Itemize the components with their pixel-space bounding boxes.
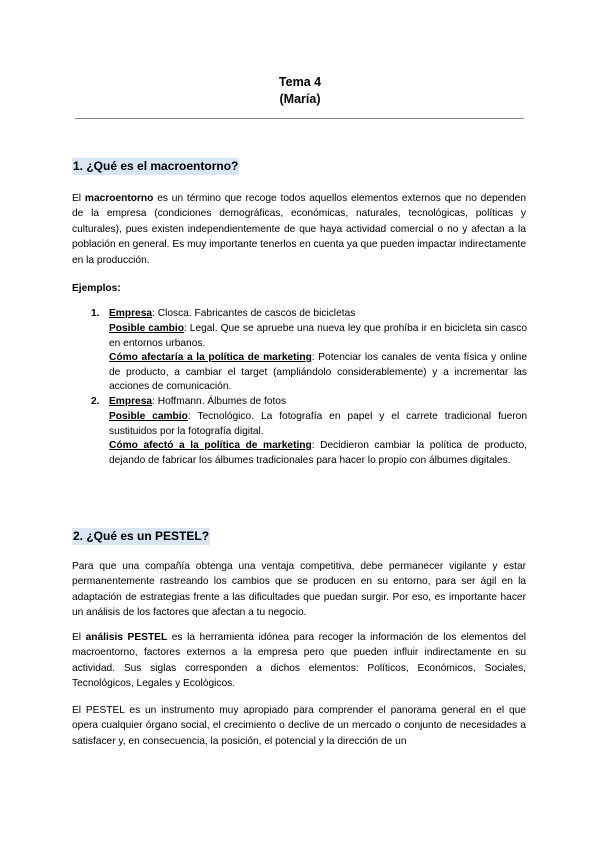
document-subtitle: (María) [279, 92, 321, 106]
item-cambio-line [109, 410, 527, 439]
title-divider [75, 118, 524, 119]
item-politica-line [109, 351, 527, 395]
paragraph-pestel-instrumento: El PESTEL es un instrumento muy apropiado para comprender el panorama general en el que opera cualquier órgano social, el crecimiento o declive de un mercado o conjunto de necesidades a satisfacer y, en consecuencia, la posición, el potencial y la dirección de un [72, 705, 526, 747]
item-empresa-line [109, 395, 527, 410]
bold-term: análisis PESTEL [85, 632, 168, 643]
cambio-text: : Legal. Que se apruebe una nueva ley que prohíba ir en bicicleta sin casco en entornos urbanos. [109, 323, 528, 349]
examples-label: Ejemplos: [72, 283, 121, 294]
section-heading-pestel: 2. ¿Qué es un PESTEL? [73, 529, 210, 543]
paragraph-macroentorno-definition [72, 191, 526, 268]
politica-label: Cómo afectó a la política de marketing [109, 440, 312, 451]
cambio-text: : Tecnológico. La fotografía en papel y el carrete tradicional fueron sustituidos por la fotografía digital. [109, 411, 527, 437]
text-run: es un término que recoge todos aquellos elementos externos que no dependen de la empresa (condiciones demográficas, económicas, naturales, tecnológicas, políticas y culturales), pues existen independientemente de que haya actividad comercial o no y afectan a la población en general. Es muy importante tenerlos en cuenta ya que pueden impactar indirectamente en la producción. [72, 193, 527, 266]
document-title: Tema 4 [278, 75, 322, 89]
bold-term: macroentorno [84, 193, 154, 204]
cambio-label: Posible cambio [109, 323, 184, 334]
empresa-label: Empresa [109, 308, 153, 319]
empresa-text: : Hoffmann. Álbumes de fotos [152, 396, 287, 407]
politica-text: : Potenciar los canales de venta física y online de producto, a cambiar el target (ampliándolo considerablemente) y a incrementar las acciones de comunicación. [109, 352, 528, 393]
item-cambio-line [109, 322, 527, 351]
list-number: 1. [91, 308, 100, 319]
list-number: 2. [91, 396, 100, 407]
empresa-label: Empresa [109, 396, 153, 407]
text-run: El [72, 193, 85, 204]
text-run: El [72, 632, 86, 643]
politica-label: Cómo afectaría a la política de marketing [109, 352, 312, 363]
politica-text: : Decidieron cambiar la política de producto, dejando de fabricar los álbumes tradicionales para hacer lo propio con álbumes digitales. [109, 440, 527, 466]
item-politica-line [109, 439, 527, 468]
item-empresa-line [109, 307, 527, 322]
text-run: es la herramienta idónea para recoger la información de los elementos del macroentorno, factores externos a la empresa pero que pueden influir indirectamente en su actividad. Sus siglas corresponden a dichos elementos: Políticos, Económicos, Sociales, Tecnológicos, Legales y Ecológicos. [72, 632, 526, 690]
paragraph-analisis-pestel [72, 630, 526, 692]
section-heading-macroentorno: 1. ¿Qué es el macroentorno? [73, 159, 239, 173]
empresa-text: : Closca. Fabricantes de cascos de bicicletas [152, 308, 356, 319]
paragraph-ventaja-competitiva: Para que una compañía obtenga una ventaja competitiva, debe permanecer vigilante y estar permanentemente rastreando los cambios que se producen en su entorno, para ser ágil en la adaptación de estrategias frente a las dificultades que puedan surgir. Por eso, es importante hacer un análisis de los factores que afectan a tu negocio. [72, 561, 526, 619]
cambio-label: Posible cambio [109, 411, 188, 422]
